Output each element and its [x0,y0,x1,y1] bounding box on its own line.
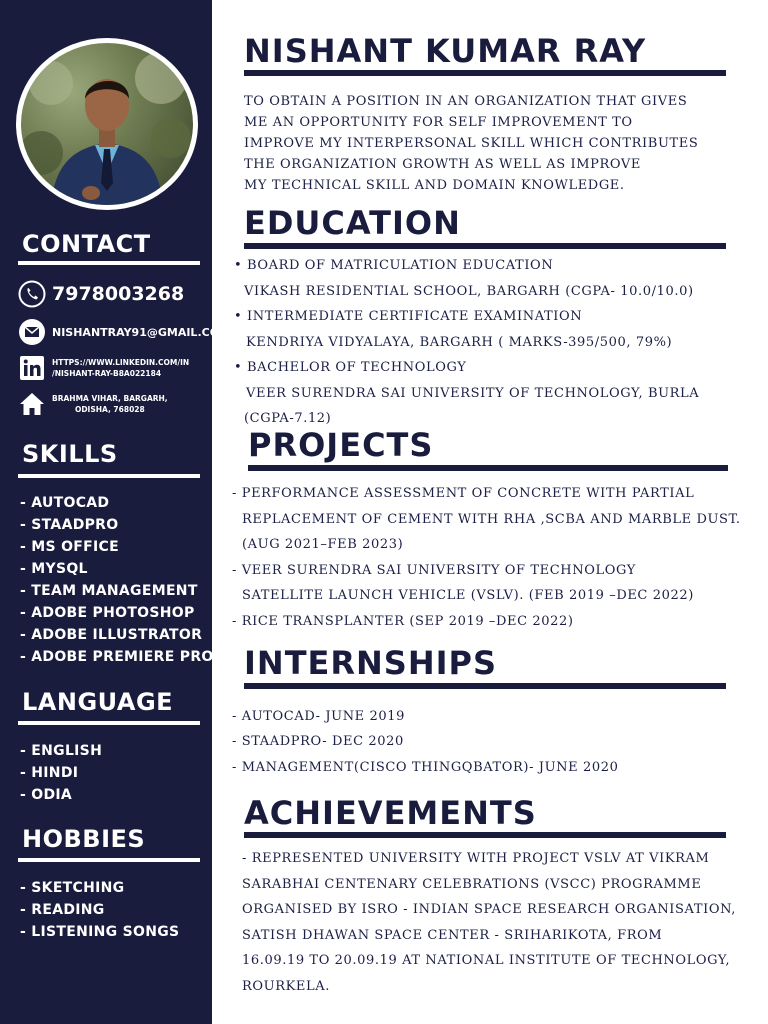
language-item: - ENGLISH [20,743,103,759]
home-icon [18,390,46,418]
address-line1: BRAHMA VIHAR, BARGARH, [52,394,168,403]
title-divider [244,70,726,76]
achievements-heading: ACHIEVEMENTS [244,794,537,832]
phone-row[interactable] [18,280,184,308]
language-heading: LANGUAGE [22,688,174,716]
language-item: - HINDI [20,765,79,781]
achievement-line: ROURKELA. [242,979,330,994]
skill-item: - MS OFFICE [20,539,119,555]
hobbies-heading: HOBBIES [22,825,146,853]
skill-item: - TEAM MANAGEMENT [20,583,198,599]
internship-line: - MANAGEMENT(CISCO THINGQBATOR)- JUNE 2020 [232,760,619,775]
hobbies-list [20,877,179,943]
education-line: KENDRIYA VIDYALAYA, BARGARH ( MARKS-395/500, 79%) [246,335,673,350]
education-line: VIKASH RESIDENTIAL SCHOOL, BARGARH (CGPA- 10.0/10.0) [244,284,694,299]
page-title: NISHANT KUMAR RAY [244,32,647,70]
profile-photo [16,38,198,210]
achievement-line: - REPRESENTED UNIVERSITY WITH PROJECT VSLV AT VIKRAM [242,851,710,866]
avatar [21,43,193,205]
projects-divider [248,465,728,471]
skill-item: - AUTOCAD [20,495,110,511]
education-line: • BACHELOR OF TECHNOLOGY [234,360,467,375]
education-line: VEER SURENDRA SAI UNIVERSITY OF TECHNOLOGY, BURLA [246,386,700,401]
skill-item: - ADOBE PHOTOSHOP [20,605,195,621]
internships-heading: INTERNSHIPS [244,644,498,682]
skill-item: - STAADPRO [20,517,119,533]
skill-item: - ADOBE ILLUSTRATOR [20,627,203,643]
contact-divider [18,261,200,265]
language-list [20,740,102,806]
address-row [18,390,168,418]
address [52,393,168,415]
hobby-item: - LISTENING SONGS [20,924,180,940]
objective-line: TO OBTAIN A POSITION IN AN ORGANIZATION THAT GIVES [244,94,688,109]
projects-heading: PROJECTS [248,426,434,464]
hobby-item: - READING [20,902,105,918]
email-row[interactable] [18,318,230,346]
skill-item: - ADOBE PREMIERE PRO [20,649,214,665]
achievements-divider [244,832,726,838]
hobby-item: - SKETCHING [20,880,125,896]
contact-heading: CONTACT [22,230,151,258]
language-item: - ODIA [20,787,73,803]
skills-divider [18,474,200,478]
project-line: - VEER SURENDRA SAI UNIVERSITY OF TECHNOLOGY [232,563,636,578]
objective-line: ME AN OPPORTUNITY FOR SELF IMPROVEMENT TO [244,115,633,130]
objective-line: MY TECHNICAL SKILL AND DOMAIN KNOWLEDGE. [244,178,625,193]
objective-line: THE ORGANIZATION GROWTH AS WELL AS IMPROVE [244,157,641,172]
education-line: (CGPA-7.12) [244,411,332,426]
email-address: NISHANTRAY91@GMAIL.COM [52,325,230,339]
education-heading: EDUCATION [244,204,461,242]
linkedin-url-line2: /NISHANT-RAY-B8A022184 [52,369,162,378]
objective-line: IMPROVE MY INTERPERSONAL SKILL WHICH CONTRIBUTES [244,136,699,151]
education-divider [244,243,726,249]
project-line: - RICE TRANSPLANTER (SEP 2019 –DEC 2022) [232,614,574,629]
education-line: • INTERMEDIATE CERTIFICATE EXAMINATION [234,309,583,324]
phone-number: 7978003268 [52,283,185,305]
achievement-line: SARABHAI CENTENARY CELEBRATIONS (VSCC) PROGRAMME [242,877,702,892]
linkedin-url [52,357,189,379]
internships-divider [244,683,726,689]
linkedin-row[interactable] [18,354,189,382]
hobbies-divider [18,858,200,862]
address-line2: ODISHA, 768028 [74,405,145,414]
linkedin-icon [18,354,46,382]
person-silhouette [21,43,193,205]
internship-line: - STAADPRO- DEC 2020 [232,734,404,749]
linkedin-url-line1: HTTPS://WWW.LINKEDIN.COM/IN [52,358,190,367]
email-icon [18,318,46,346]
achievement-line: 16.09.19 TO 20.09.19 AT NATIONAL INSTITUTE OF TECHNOLOGY, [242,953,731,968]
sidebar [0,0,230,1024]
achievement-line: SATISH DHAWAN SPACE CENTER - SRIHARIKOTA, FROM [242,928,663,943]
project-line: REPLACEMENT OF CEMENT WITH RHA ,SCBA AND MARBLE DUST. [242,512,741,527]
phone-icon [18,280,46,308]
education-line: • BOARD OF MATRICULATION EDUCATION [234,258,554,273]
language-divider [18,721,200,725]
achievement-line: ORGANISED BY ISRO - INDIAN SPACE RESEARCH ORGANISATION, [242,902,736,917]
skill-item: - MYSQL [20,561,88,577]
skills-heading: SKILLS [22,440,118,468]
objective-text [244,91,698,196]
internship-line: - AUTOCAD- JUNE 2019 [232,709,405,724]
project-line: (AUG 2021–FEB 2023) [242,537,404,552]
skills-list [20,492,214,668]
project-line: SATELLITE LAUNCH VEHICLE (VSLV). (FEB 2019 –DEC 2022) [242,588,694,603]
project-line: - PERFORMANCE ASSESSMENT OF CONCRETE WITH PARTIAL [232,486,695,501]
